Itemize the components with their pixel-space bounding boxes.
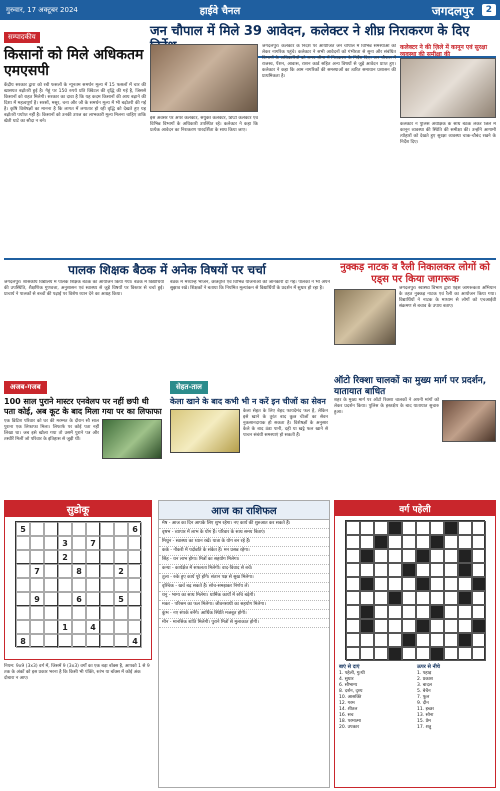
crossword-clue: 12. गरम: [339, 701, 355, 706]
sudoku-cell: [44, 522, 58, 536]
features-row: [4, 374, 328, 492]
rally-photo: [334, 289, 396, 345]
crossword-clue: 8. दर्शन, दृश्य: [339, 689, 363, 694]
horoscope-item: वृषभ - व्यापार में लाभ के योग हैं। परिवार के साथ समय बिताएं।: [159, 529, 329, 538]
crossword-cell: [388, 633, 402, 647]
paper-name: हाईवे चैनल: [199, 6, 241, 17]
crossword-cell: [444, 535, 458, 549]
crossword-cell: [458, 535, 472, 549]
sudoku-puzzle: [4, 500, 152, 660]
sudoku-cell: [100, 536, 114, 550]
crossword-cell: [472, 633, 486, 647]
crossword-cell: [402, 647, 416, 661]
horoscope-item: वृश्चिक - खर्च बढ़ सकते हैं। सोच-समझकर निर्णय लें।: [159, 583, 329, 592]
aids-headline: नुक्कड़ नाटक व रैली निकालकर लोगों को एड्स पर किया जागरूक: [340, 262, 490, 285]
crossword-clue: 10. आसक्ति: [339, 695, 362, 700]
sudoku-cell: [58, 592, 72, 606]
crossword-cell: [374, 619, 388, 633]
crossword-cell: [458, 521, 472, 535]
crossword-cell: [444, 563, 458, 577]
sudoku-cell: [100, 522, 114, 536]
rally-story: [334, 376, 496, 496]
sudoku-cell: [16, 606, 30, 620]
rally-body: शहर के मुख्य मार्ग पर ऑटो रिक्शा चालकों ने अपनी मांगों को लेकर प्रदर्शन किया। पुलिस के हस्तक्षेप के बाद यातायात सुचारु हुआ।: [334, 398, 439, 415]
sudoku-cell: [58, 564, 72, 578]
sudoku-cell: [58, 606, 72, 620]
crossword-cell: [416, 591, 430, 605]
crossword-cell: [458, 563, 472, 577]
editorial-column: [4, 24, 146, 256]
sudoku-grid: [15, 521, 141, 647]
crossword-cell: [430, 563, 444, 577]
sudoku-cell: [100, 620, 114, 634]
lead-body-continued: इस अवसर पर अपर कलेक्टर, संयुक्त कलेक्टर, डिप्टी कलेक्टर एवं विभिन्न विभागों के अधिकारी उपस्थित रहे। कलेक्टर ने कहा कि प्रत्येक आवेदन का निराकरण पारदर्शिता के साथ किया जाए।: [150, 116, 258, 133]
crossword-cell: [472, 647, 486, 661]
crossword-cell: [402, 577, 416, 591]
crossword-cell: [430, 591, 444, 605]
crossword-cell: [360, 521, 374, 535]
aids-body: जगदलपुर। स्वास्थ्य विभाग द्वारा एड्स जागरूकता अभियान के तहत नुक्कड़ नाटक एवं रैली का आयोजन किया गया। विद्यार्थियों ने नाटक के माध्यम से लोगों को एचआईवी संक्रमण से बचाव के उपाय बताए।: [399, 286, 496, 309]
crossword-cell: [346, 549, 360, 563]
sudoku-cell: [114, 522, 128, 536]
sudoku-cell: [86, 564, 100, 578]
sudoku-cell: [128, 564, 142, 578]
sudoku-cell: [128, 536, 142, 550]
crossword-cell: [402, 535, 416, 549]
sudoku-cell: 1: [58, 620, 72, 634]
horoscope-item: तुला - रुके हुए कार्य पूरे होंगे। संतान पक्ष से सुख मिलेगा।: [159, 574, 329, 583]
crossword-clue: 20. उपकार: [339, 725, 360, 730]
sudoku-cell: [86, 592, 100, 606]
crossword-clue: 2. प्रकाश: [417, 677, 433, 682]
crossword-cell: [430, 521, 444, 535]
crossword-cell: [360, 619, 374, 633]
sudoku-cell: [44, 620, 58, 634]
ajab-gajab-photo: [102, 419, 162, 459]
crossword-cell: [430, 535, 444, 549]
crossword-cell: [458, 633, 472, 647]
crossword-cell: [346, 605, 360, 619]
sudoku-cell: [72, 522, 86, 536]
crossword-cell: [388, 563, 402, 577]
crossword-cell: [402, 591, 416, 605]
crossword-cell: [430, 549, 444, 563]
crossword-cell: [416, 521, 430, 535]
crossword-cell: [444, 549, 458, 563]
crossword-cell: [444, 521, 458, 535]
sudoku-cell: 4: [86, 620, 100, 634]
sudoku-cell: 3: [58, 536, 72, 550]
meeting-photo: [400, 58, 496, 118]
sudoku-cell: [44, 536, 58, 550]
sudoku-cell: 6: [72, 592, 86, 606]
sudoku-cell: [58, 522, 72, 536]
aids-awareness-story: [334, 262, 496, 372]
crossword-cell: [374, 633, 388, 647]
crossword-cell: [416, 563, 430, 577]
horoscope-item: कुंभ - नए संपर्क बनेंगे। आर्थिक स्थिति मजबूत होगी।: [159, 610, 329, 619]
sudoku-cell: [100, 634, 114, 648]
sudoku-cell: [86, 522, 100, 536]
crossword-cell: [416, 605, 430, 619]
crossword-cell: [402, 619, 416, 633]
crossword-cell: [360, 591, 374, 605]
sudoku-cell: [72, 578, 86, 592]
banana-photo: [170, 409, 240, 453]
crossword-clue: 15. प्रेम: [417, 719, 431, 724]
crossword-cell: [402, 521, 416, 535]
crossword-cell: [346, 633, 360, 647]
crossword-cell: [472, 591, 486, 605]
sudoku-cell: [128, 578, 142, 592]
second-body-col2: बैठक में मध्यान्ह भोजन, छात्रवृत्ति एवं विभिन्न योजनाओं की जानकारी दी गई। पालकों ने भी अपने सुझाव रखे। शिक्षकों ने बताया कि नियमित मूल्यांकन से विद्यार्थियों के प्रदर्शन में सुधार हो रहा है।: [170, 280, 330, 291]
crossword-clue: 4. सुधार: [339, 677, 354, 682]
crossword-cell: [360, 647, 374, 661]
sudoku-cell: [30, 634, 44, 648]
sudoku-cell: [30, 536, 44, 550]
crossword-cell: [388, 535, 402, 549]
crossword-cell: [388, 577, 402, 591]
sudoku-cell: [114, 620, 128, 634]
crossword-cell: [374, 563, 388, 577]
sudoku-cell: [100, 550, 114, 564]
horoscope-item: मिथुन - स्वास्थ्य का ध्यान रखें। यात्रा के योग बन रहे हैं।: [159, 538, 329, 547]
sudoku-cell: 7: [30, 564, 44, 578]
sudoku-cell: [58, 634, 72, 648]
sudoku-cell: [72, 550, 86, 564]
masthead: [0, 0, 500, 20]
crossword-cell: [472, 535, 486, 549]
crossword-cell: [416, 577, 430, 591]
health-tag: सेहत-ताल: [170, 381, 208, 394]
crossword-cell: [472, 549, 486, 563]
crossword-cell: [360, 549, 374, 563]
sudoku-cell: 5: [114, 592, 128, 606]
crossword-cell: [472, 577, 486, 591]
crossword-cell: [388, 591, 402, 605]
crossword-clue: 1. पहेली, गुत्थी: [339, 671, 365, 676]
crossword-cell: [444, 577, 458, 591]
sudoku-cell: [44, 550, 58, 564]
crossword-clue: 6. सौभाग्य: [339, 683, 358, 688]
sudoku-cell: [16, 536, 30, 550]
editorial-body: केंद्रीय सरकार द्वारा को रबी फसलों के न्यूनतम समर्थन मूल्य में 15 फसलों में चार की खासयत बढ़ोतरी हुई है। गेहूं पर 150 रुपये प्रति क्विंटल की वृद्धि की गई है, जिससे किसानों को राहत मिलेगी। सरकार का दावा है कि यह कदम किसानों की आय बढ़ाने की दिशा में महत्वपूर्ण है। सरसों, मसूर, चना और जौ के समर्थन मूल्य में भी बढ़ोतरी की गई है। कृषि विशेषज्ञों का मानना है कि लागत में लगातार हो रही वृद्धि को देखते हुए यह बढ़ोतरी पर्याप्त नहीं है। किसानों को उनकी उपज का लाभकारी मूल्य मिलना चाहिए ताकि खेती घाटे का सौदा न बने।: [4, 83, 146, 124]
crossword-cell: [346, 619, 360, 633]
crossword-cell: [360, 577, 374, 591]
crossword-cell: [430, 633, 444, 647]
crossword-clue: 17. शत्रु: [417, 725, 432, 730]
crossword-clues: [335, 664, 495, 731]
lead-sidebar-body: कलेक्टर ने पुलिस अधीक्षक के साथ बैठक लेकर जिले में कानून व्यवस्था की स्थिति की समीक्षा की। उन्होंने आगामी त्योहारों को देखते हुए सुरक्षा व्यवस्था चाक-चौबंद रखने के निर्देश दिए।: [400, 122, 496, 145]
sudoku-cell: [86, 606, 100, 620]
crossword-cell: [472, 605, 486, 619]
crossword-cell: [458, 591, 472, 605]
sudoku-cell: [30, 578, 44, 592]
lead-subhead: कलेक्टर ने की ज़िले में कानून एवं सुरक्षा व्यवस्था की समीक्षा की: [400, 44, 488, 58]
crossword-cell: [346, 563, 360, 577]
crossword-cell: [430, 647, 444, 661]
sudoku-cell: 2: [58, 550, 72, 564]
sudoku-cell: [114, 536, 128, 550]
sudoku-cell: [44, 606, 58, 620]
sudoku-cell: [100, 592, 114, 606]
editorial-headline: किसानों को मिले अधिकतम एमएसपी: [4, 47, 144, 79]
sudoku-cell: [100, 606, 114, 620]
crossword-title: वर्ग पहेली: [335, 501, 495, 516]
sudoku-cell: 8: [72, 564, 86, 578]
crossword-cell: [360, 633, 374, 647]
horoscope-item: कर्क - नौकरी में पदोन्नति के संकेत हैं। मन प्रसन्न रहेगा।: [159, 547, 329, 556]
crossword-cell: [388, 521, 402, 535]
crossword-clue: 11. इच्छा: [417, 707, 434, 712]
rally-headline: ऑटो रिक्शा चालकों का मुख्य मार्ग पर प्रदर्शन, यातायात बाधित: [334, 376, 487, 397]
sudoku-cell: [72, 620, 86, 634]
editorial-tag: सम्पादकीय: [4, 32, 40, 43]
crossword-cell: [416, 647, 430, 661]
ajab-gajab-headline: 100 साल पुराने मास्टर एनवेलप पर नहीं छपी थी पता कोई, अब कूट के बाद मिला गया पर का लिफाफा: [4, 397, 162, 416]
crossword-cell: [402, 605, 416, 619]
sudoku-cell: [44, 578, 58, 592]
sudoku-cell: 4: [128, 634, 142, 648]
crossword-clue: 3. बादल: [417, 683, 432, 688]
crossword-clue: 9. दीन: [417, 701, 429, 706]
crossword-cell: [472, 619, 486, 633]
crossword-cell: [374, 647, 388, 661]
sudoku-cell: [86, 578, 100, 592]
crossword-cell: [444, 619, 458, 633]
crossword-cell: [374, 521, 388, 535]
clues-across: [339, 664, 413, 731]
crossword-cell: [416, 535, 430, 549]
sudoku-cell: [16, 564, 30, 578]
horoscope-title: आज का राशिफल: [159, 501, 329, 520]
crossword-cell: [374, 605, 388, 619]
edition-city: जगदलपुर: [431, 3, 474, 18]
crossword-cell: [402, 549, 416, 563]
crossword-cell: [360, 535, 374, 549]
crossword-puzzle: [334, 500, 496, 788]
sudoku-cell: [128, 592, 142, 606]
crossword-cell: [388, 647, 402, 661]
crossword-cell: [444, 591, 458, 605]
crossword-clue: 13. सोना: [417, 713, 434, 718]
sudoku-cell: [72, 536, 86, 550]
crossword-cell: [402, 633, 416, 647]
crossword-cell: [416, 619, 430, 633]
sudoku-cell: [100, 564, 114, 578]
crossword-clue: 7. फूल: [417, 695, 430, 700]
crossword-cell: [388, 605, 402, 619]
crossword-cell: [458, 619, 472, 633]
horoscope-item: सिंह - धन लाभ होगा। मित्रों का सहयोग मिलेगा।: [159, 556, 329, 565]
sudoku-cell: [16, 620, 30, 634]
sudoku-title: सुडोकू: [5, 501, 151, 517]
crossword-cell: [458, 549, 472, 563]
protest-photo: [442, 400, 496, 442]
sudoku-cell: [128, 620, 142, 634]
crossword-cell: [346, 521, 360, 535]
crossword-cell: [444, 633, 458, 647]
crossword-cell: [388, 549, 402, 563]
ajab-gajab-tag: अजब-गजब: [4, 381, 47, 394]
crossword-cell: [346, 535, 360, 549]
sudoku-cell: [30, 620, 44, 634]
sudoku-cell: [44, 634, 58, 648]
crossword-cell: [472, 521, 486, 535]
sudoku-cell: [72, 634, 86, 648]
crossword-cell: [416, 633, 430, 647]
crossword-cell: [430, 605, 444, 619]
second-body-col1: जगदलपुर। शासकीय विद्यालय में पालक शिक्षक बैठक का आयोजन किया गया। बैठक में विद्यार्थियों की उपस्थिति, शैक्षणिक गुणवत्ता, अनुशासन एवं स्वास्थ्य से जुड़े विषयों पर विस्तार से चर्चा हुई। प्राचार्य ने पालकों से बच्चों की पढ़ाई पर विशेष ध्यान देने का आग्रह किया।: [4, 280, 164, 297]
sudoku-cell: [100, 578, 114, 592]
horoscope-panel: [158, 500, 330, 788]
crossword-cell: [374, 577, 388, 591]
sudoku-cell: [58, 578, 72, 592]
crossword-grid: [345, 520, 485, 660]
sudoku-cell: [128, 606, 142, 620]
crossword-clue: 1. पहाड़: [417, 671, 432, 676]
crossword-cell: [374, 549, 388, 563]
sudoku-cell: 2: [114, 564, 128, 578]
crossword-cell: [472, 563, 486, 577]
crossword-cell: [458, 605, 472, 619]
crossword-clue: 5. बेचैन: [417, 689, 431, 694]
crossword-clue: 16. सच: [339, 713, 354, 718]
crossword-clue: 14. शीतल: [339, 707, 358, 712]
issue-date: गुरुवार, 17 अक्टूबर 2024: [6, 5, 78, 14]
clues-across-title: बाएं से दाएं: [339, 664, 360, 670]
lead-story: [150, 24, 496, 256]
clues-down-title: ऊपर से नीचे: [417, 664, 440, 670]
lead-photo: [150, 44, 258, 112]
sudoku-cell: [114, 578, 128, 592]
second-headline: पालक शिक्षक बैठक में अनेक विषयों पर चर्चा: [68, 263, 266, 277]
horoscope-item: मीन - मानसिक शांति मिलेगी। पुराने मित्रों से मुलाकात होगी।: [159, 619, 329, 628]
horoscope-list: [159, 520, 329, 628]
across-list: [339, 671, 413, 731]
clues-down: [417, 664, 491, 731]
sudoku-cell: [72, 606, 86, 620]
crossword-cell: [374, 535, 388, 549]
sudoku-cell: [44, 592, 58, 606]
crossword-cell: [458, 577, 472, 591]
crossword-cell: [374, 591, 388, 605]
ajab-gajab-story: [4, 374, 162, 492]
sudoku-cell: [44, 564, 58, 578]
crossword-clue: 18. परमात्मा: [339, 719, 361, 724]
health-body: केला सेहत के लिए बेहद फायदेमंद फल है, लेकिन इसे खाने के तुरंत बाद कुछ चीजों का सेवन नुकसानदायक हो सकता है। विशेषज्ञों के अनुसार केले के बाद ठंडा पानी, दही या खट्टे फल खाने से पाचन संबंधी समस्याएं हो सकती हैं।: [243, 409, 328, 438]
sudoku-cell: 6: [128, 522, 142, 536]
horoscope-item: मकर - परिश्रम का फल मिलेगा। जीवनसाथी का सहयोग मिलेगा।: [159, 601, 329, 610]
horoscope-item: धनु - भाग्य का साथ मिलेगा। धार्मिक कार्यों में रुचि बढ़ेगी।: [159, 592, 329, 601]
sudoku-cell: [114, 606, 128, 620]
sudoku-cell: [86, 634, 100, 648]
crossword-cell: [388, 619, 402, 633]
sudoku-cell: [16, 550, 30, 564]
sudoku-cell: [114, 550, 128, 564]
crossword-cell: [430, 577, 444, 591]
crossword-cell: [360, 563, 374, 577]
lead-headline: जन चौपाल में मिले 39 आवेदन, कलेक्टर ने शीघ्र निराकरण के दिए: [150, 24, 496, 58]
sudoku-cell: [114, 634, 128, 648]
crossword-cell: [346, 591, 360, 605]
ajab-gajab-body: एक ब्रिटिश परिवार को घर की मरम्मत के दौरान सौ साल पुराना एक लिफाफा मिला। लिफाफे पर कोई पता नहीं लिखा था। जब इसे खोला गया तो उसमें पुराने पत्र और तस्वीरें मिलीं जो परिवार के इतिहास से जुड़ी थीं।: [4, 419, 99, 442]
sudoku-cell: [86, 550, 100, 564]
horoscope-item: मेष - आज का दिन आपके लिए शुभ रहेगा। नए कार्य की शुरुआत कर सकते हैं।: [159, 520, 329, 529]
crossword-cell: [430, 619, 444, 633]
sudoku-cell: [30, 606, 44, 620]
health-headline: केला खाने के बाद कभी भी न करें इन चीजों का सेवन: [170, 397, 326, 406]
sudoku-cell: [16, 592, 30, 606]
lead-body: जगदलपुर। कलेक्टर के निर्देश पर आयोजित जन चौपाल में विभिन्न समस्याओं को लेकर नागरिक पहुंचे। कलेक्टर ने सभी आवेदनों को गंभीरता से सुना और संबंधित विभागों के अधिकारियों को समय-सीमा में निराकरण के निर्देश दिए। जन चौपाल में राजस्व, पेंशन, आवास, राशन कार्ड सहित अन्य विषयों से जुड़े आवेदन प्राप्त हुए। कलेक्टर ने कहा कि आम नागरिकों की समस्याओं का त्वरित समाधान प्रशासन की प्राथमिकता है।: [262, 44, 396, 79]
sudoku-cell: 8: [16, 634, 30, 648]
sudoku-cell: [30, 550, 44, 564]
horoscope-item: कन्या - कार्यक्षेत्र में सफलता मिलेगी। वाद-विवाद से बचें।: [159, 565, 329, 574]
health-story: [170, 374, 328, 492]
crossword-cell: [402, 563, 416, 577]
page-number: 2: [482, 4, 496, 16]
crossword-cell: [346, 577, 360, 591]
sudoku-cell: [16, 578, 30, 592]
crossword-cell: [444, 647, 458, 661]
sudoku-cell: 9: [30, 592, 44, 606]
sudoku-cell: [128, 550, 142, 564]
crossword-cell: [346, 647, 360, 661]
sudoku-cell: 7: [86, 536, 100, 550]
crossword-cell: [416, 549, 430, 563]
crossword-cell: [360, 605, 374, 619]
sudoku-cell: 5: [16, 522, 30, 536]
crossword-cell: [444, 605, 458, 619]
down-list: [417, 671, 491, 731]
sudoku-cell: [30, 522, 44, 536]
sudoku-rules: नियम: 9x9 (3x3) वर्ग में, जिसमें 9 (3x3) वर्गों का एक बड़ा बॉक्स है, आपको 1 से 9 तक के अंकों को इस प्रकार भरना है कि किसी भी पंक्ति, स्तंभ या बॉक्स में कोई अंक दोबारा न आए।: [4, 664, 150, 681]
crossword-cell: [458, 647, 472, 661]
